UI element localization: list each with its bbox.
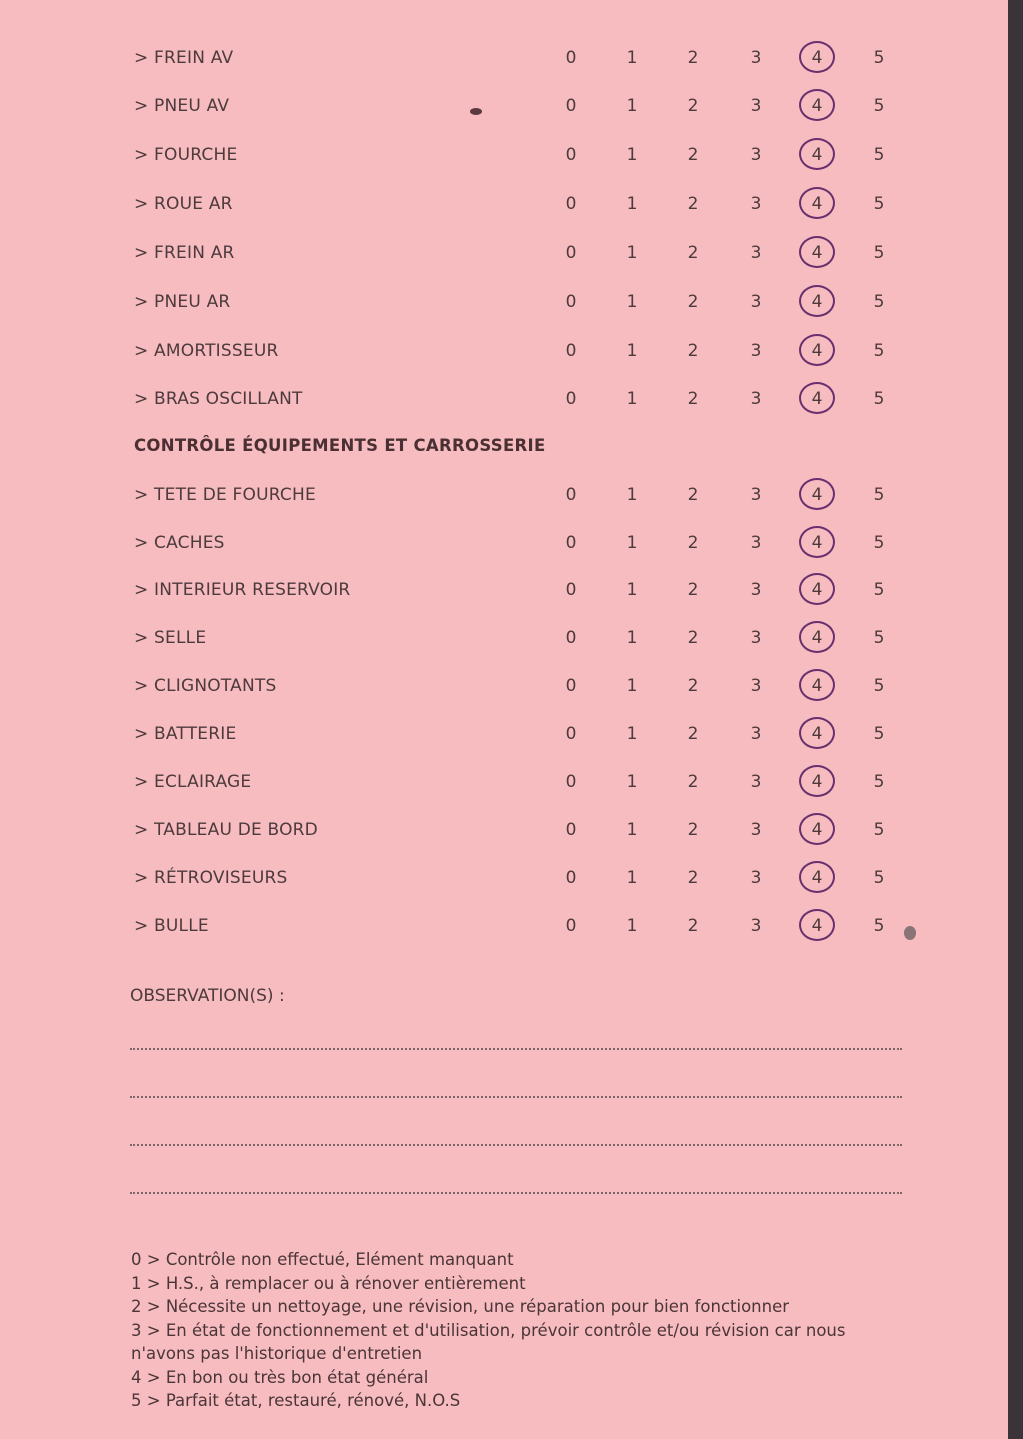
rating-option-1[interactable]: 1 [626, 916, 638, 936]
rating-option-5[interactable]: 5 [873, 916, 885, 936]
rating-option-4[interactable]: 4 [811, 292, 823, 312]
rating-option-0[interactable]: 0 [565, 485, 577, 505]
item-label: > ROUE AR [134, 194, 233, 214]
rating-option-2[interactable]: 2 [687, 48, 699, 68]
rating-row [0, 576, 1008, 606]
selected-rating-circle [799, 478, 835, 510]
rating-legend [131, 1248, 911, 1413]
rating-option-0[interactable]: 0 [565, 533, 577, 553]
item-label: > INTERIEUR RESERVOIR [134, 580, 351, 600]
item-label: > BULLE [134, 916, 209, 936]
rating-option-0[interactable]: 0 [565, 580, 577, 600]
rating-option-2[interactable]: 2 [687, 485, 699, 505]
rating-option-3[interactable]: 3 [750, 724, 762, 744]
rating-option-5[interactable]: 5 [873, 820, 885, 840]
rating-option-3[interactable]: 3 [750, 916, 762, 936]
selected-rating-circle [799, 236, 835, 268]
selected-rating-circle [799, 187, 835, 219]
rating-option-5[interactable]: 5 [873, 194, 885, 214]
rating-option-1[interactable]: 1 [626, 533, 638, 553]
rating-option-5[interactable]: 5 [873, 96, 885, 116]
rating-option-2[interactable]: 2 [687, 724, 699, 744]
rating-option-5[interactable]: 5 [873, 341, 885, 361]
rating-option-5[interactable]: 5 [873, 580, 885, 600]
rating-option-1[interactable]: 1 [626, 292, 638, 312]
rating-option-1[interactable]: 1 [626, 724, 638, 744]
rating-option-3[interactable]: 3 [750, 48, 762, 68]
selected-rating-circle [799, 669, 835, 701]
rating-row [0, 624, 1008, 654]
rating-option-5[interactable]: 5 [873, 292, 885, 312]
rating-option-4[interactable]: 4 [811, 868, 823, 888]
rating-option-2[interactable]: 2 [687, 389, 699, 409]
legend-line: n'avons pas l'historique d'entretien [131, 1344, 423, 1363]
rating-option-2[interactable]: 2 [687, 96, 699, 116]
rating-option-3[interactable]: 3 [750, 868, 762, 888]
rating-option-3[interactable]: 3 [750, 485, 762, 505]
rating-option-5[interactable]: 5 [873, 389, 885, 409]
rating-option-0[interactable]: 0 [565, 292, 577, 312]
rating-option-0[interactable]: 0 [565, 243, 577, 263]
rating-option-2[interactable]: 2 [687, 676, 699, 696]
item-label: > FREIN AR [134, 243, 235, 263]
rating-option-5[interactable]: 5 [873, 628, 885, 648]
rating-row [0, 190, 1008, 220]
rating-row [0, 529, 1008, 559]
rating-option-1[interactable]: 1 [626, 389, 638, 409]
rating-option-5[interactable]: 5 [873, 533, 885, 553]
rating-option-1[interactable]: 1 [626, 772, 638, 792]
rating-row [0, 337, 1008, 367]
selected-rating-circle [799, 621, 835, 653]
observations-label: OBSERVATION(S) : [130, 986, 285, 1006]
rating-option-5[interactable]: 5 [873, 772, 885, 792]
section-title: CONTRÔLE ÉQUIPEMENTS ET CARROSSERIE [134, 436, 546, 455]
rating-row [0, 239, 1008, 269]
rating-option-4[interactable]: 4 [811, 243, 823, 263]
legend-line: 5 > Parfait état, restauré, rénové, N.O.S [131, 1391, 461, 1410]
observation-line[interactable] [130, 1096, 902, 1098]
legend-line: 1 > H.S., à remplacer ou à rénover entièrement [131, 1273, 526, 1293]
item-label: > CACHES [134, 533, 225, 553]
rating-option-5[interactable]: 5 [873, 48, 885, 68]
rating-option-1[interactable]: 1 [626, 341, 638, 361]
selected-rating-circle [799, 334, 835, 366]
observation-line[interactable] [130, 1048, 902, 1050]
rating-option-4[interactable]: 4 [811, 341, 823, 361]
rating-option-4[interactable]: 4 [811, 820, 823, 840]
rating-option-3[interactable]: 3 [750, 194, 762, 214]
rating-row [0, 864, 1008, 894]
observation-line[interactable] [130, 1192, 902, 1194]
rating-option-1[interactable]: 1 [626, 243, 638, 263]
rating-option-5[interactable]: 5 [873, 868, 885, 888]
rating-option-0[interactable]: 0 [565, 916, 577, 936]
rating-option-4[interactable]: 4 [811, 48, 823, 68]
rating-row [0, 288, 1008, 318]
selected-rating-circle [799, 861, 835, 893]
selected-rating-circle [799, 89, 835, 121]
rating-option-2[interactable]: 2 [687, 868, 699, 888]
rating-option-3[interactable]: 3 [750, 389, 762, 409]
rating-row [0, 720, 1008, 750]
rating-option-5[interactable]: 5 [873, 676, 885, 696]
rating-option-4[interactable]: 4 [811, 194, 823, 214]
rating-option-3[interactable]: 3 [750, 145, 762, 165]
rating-row [0, 141, 1008, 171]
rating-option-0[interactable]: 0 [565, 868, 577, 888]
rating-option-2[interactable]: 2 [687, 194, 699, 214]
rating-option-4[interactable]: 4 [811, 676, 823, 696]
rating-option-0[interactable]: 0 [565, 628, 577, 648]
selected-rating-circle [799, 382, 835, 414]
rating-option-0[interactable]: 0 [565, 772, 577, 792]
item-label: > BRAS OSCILLANT [134, 389, 303, 409]
rating-option-4[interactable]: 4 [811, 628, 823, 648]
selected-rating-circle [799, 717, 835, 749]
rating-row [0, 912, 1008, 942]
rating-option-5[interactable]: 5 [873, 485, 885, 505]
selected-rating-circle [799, 573, 835, 605]
legend-line: 3 > En état de fonctionnement et d'utilisation, prévoir contrôle et/ou révision car nous [131, 1320, 846, 1340]
ink-speck [904, 926, 916, 940]
item-label: > FREIN AV [134, 48, 234, 68]
legend-line: 4 > En bon ou très bon état général [131, 1367, 429, 1387]
rating-option-4[interactable]: 4 [811, 485, 823, 505]
rating-option-2[interactable]: 2 [687, 145, 699, 165]
item-label: > FOURCHE [134, 145, 238, 165]
rating-row [0, 44, 1008, 74]
item-label: > TETE DE FOURCHE [134, 485, 316, 505]
item-label: > SELLE [134, 628, 207, 648]
rating-row [0, 385, 1008, 415]
selected-rating-circle [799, 909, 835, 941]
rating-row [0, 672, 1008, 702]
rating-option-1[interactable]: 1 [626, 194, 638, 214]
rating-option-0[interactable]: 0 [565, 341, 577, 361]
rating-option-3[interactable]: 3 [750, 243, 762, 263]
selected-rating-circle [799, 765, 835, 797]
rating-option-4[interactable]: 4 [811, 389, 823, 409]
rating-option-0[interactable]: 0 [565, 820, 577, 840]
rating-row [0, 816, 1008, 846]
item-label: > BATTERIE [134, 724, 237, 744]
item-label: > CLIGNOTANTS [134, 676, 277, 696]
rating-option-3[interactable]: 3 [750, 96, 762, 116]
selected-rating-circle [799, 41, 835, 73]
ink-speck [470, 108, 482, 115]
item-label: > ECLAIRAGE [134, 772, 252, 792]
rating-option-3[interactable]: 3 [750, 772, 762, 792]
legend-line: 0 > Contrôle non effectué, Elément manquant [131, 1250, 514, 1269]
rating-option-2[interactable]: 2 [687, 341, 699, 361]
rating-option-0[interactable]: 0 [565, 96, 577, 116]
rating-option-5[interactable]: 5 [873, 724, 885, 744]
rating-option-1[interactable]: 1 [626, 485, 638, 505]
rating-option-0[interactable]: 0 [565, 194, 577, 214]
rating-option-4[interactable]: 4 [811, 96, 823, 116]
rating-option-4[interactable]: 4 [811, 916, 823, 936]
selected-rating-circle [799, 285, 835, 317]
rating-option-2[interactable]: 2 [687, 243, 699, 263]
rating-option-5[interactable]: 5 [873, 145, 885, 165]
rating-option-3[interactable]: 3 [750, 533, 762, 553]
item-label: > TABLEAU DE BORD [134, 820, 318, 840]
rating-option-4[interactable]: 4 [811, 772, 823, 792]
rating-option-5[interactable]: 5 [873, 243, 885, 263]
rating-option-2[interactable]: 2 [687, 292, 699, 312]
rating-option-3[interactable]: 3 [750, 820, 762, 840]
rating-option-1[interactable]: 1 [626, 676, 638, 696]
rating-option-3[interactable]: 3 [750, 341, 762, 361]
rating-option-0[interactable]: 0 [565, 48, 577, 68]
selected-rating-circle [799, 813, 835, 845]
item-label: > PNEU AV [134, 96, 230, 116]
rating-option-1[interactable]: 1 [626, 145, 638, 165]
rating-option-2[interactable]: 2 [687, 628, 699, 648]
selected-rating-circle [799, 138, 835, 170]
rating-option-1[interactable]: 1 [626, 628, 638, 648]
rating-option-3[interactable]: 3 [750, 676, 762, 696]
rating-option-0[interactable]: 0 [565, 145, 577, 165]
observation-line[interactable] [130, 1144, 902, 1146]
rating-row [0, 92, 1008, 122]
rating-option-1[interactable]: 1 [626, 868, 638, 888]
item-label: > RÉTROVISEURS [134, 868, 288, 888]
item-label: > AMORTISSEUR [134, 341, 279, 361]
rating-option-3[interactable]: 3 [750, 628, 762, 648]
rating-option-4[interactable]: 4 [811, 533, 823, 553]
rating-option-3[interactable]: 3 [750, 292, 762, 312]
rating-row [0, 481, 1008, 511]
rating-row [0, 768, 1008, 798]
legend-line: 2 > Nécessite un nettoyage, une révision, une réparation pour bien fonctionner [131, 1297, 790, 1316]
rating-option-0[interactable]: 0 [565, 676, 577, 696]
rating-option-2[interactable]: 2 [687, 820, 699, 840]
rating-option-1[interactable]: 1 [626, 48, 638, 68]
rating-option-4[interactable]: 4 [811, 724, 823, 744]
rating-option-0[interactable]: 0 [565, 724, 577, 744]
selected-rating-circle [799, 526, 835, 558]
rating-option-1[interactable]: 1 [626, 96, 638, 116]
rating-option-1[interactable]: 1 [626, 580, 638, 600]
item-label: > PNEU AR [134, 292, 231, 312]
rating-option-4[interactable]: 4 [811, 580, 823, 600]
rating-option-1[interactable]: 1 [626, 820, 638, 840]
rating-option-2[interactable]: 2 [687, 580, 699, 600]
rating-option-4[interactable]: 4 [811, 145, 823, 165]
rating-option-2[interactable]: 2 [687, 916, 699, 936]
rating-option-2[interactable]: 2 [687, 533, 699, 553]
rating-option-3[interactable]: 3 [750, 580, 762, 600]
rating-option-2[interactable]: 2 [687, 772, 699, 792]
rating-option-0[interactable]: 0 [565, 389, 577, 409]
